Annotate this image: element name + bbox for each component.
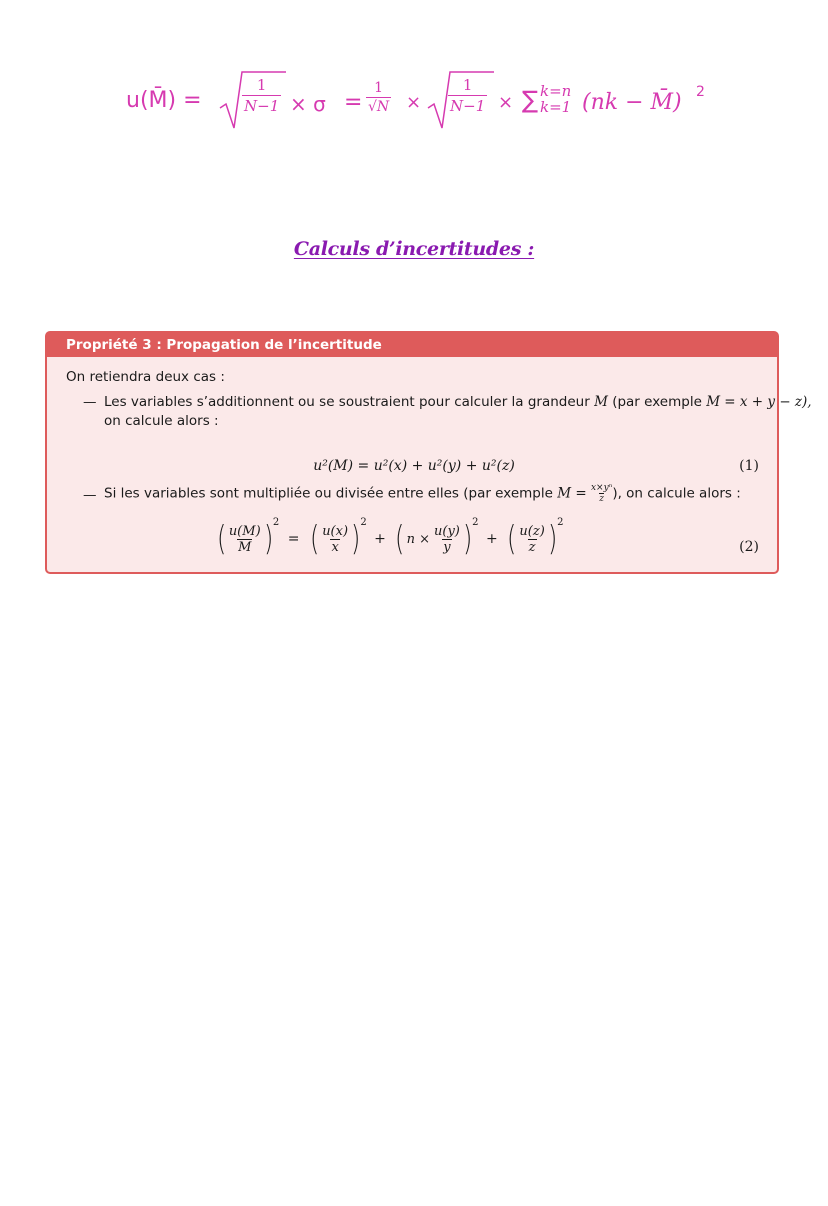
property-box (45, 331, 812, 574)
case2-line: Si les variables sont multipliée ou divisée entre elles (par exemple M = $\frac{\text{x×yⁿ}}{z}$ ), on calcule alors : (104, 483, 741, 504)
times-sign-2: × (498, 92, 514, 113)
equals-sign: = (344, 90, 363, 115)
sum-upper-bound: k=n (540, 82, 572, 100)
bullet-dash-1: — (83, 394, 97, 410)
equation-1: u²(M) = u²(x) + u²(y) + u²(z) (313, 458, 515, 474)
property-title: Propriété 3 : Propagation de l’incertitude (47, 333, 777, 357)
one-over-sqrt-n: $\frac{1}{√N}$ (368, 80, 390, 115)
sum-term: (nk − M̄) (582, 90, 682, 115)
sqrt-fraction-2: $\frac{1}{N-1}$ (450, 76, 486, 115)
sum-symbol: ∑ (522, 86, 539, 114)
sum-exponent: 2 (696, 84, 705, 100)
case1-line2: on calcule alors : (104, 413, 219, 429)
intro-text: On retiendra deux cas : (66, 369, 225, 385)
eq2-term-y: $\frac{u(y)}{y}$ (434, 523, 460, 555)
sqrt-fraction-1: $\frac{1}{N-1}$ (244, 76, 280, 115)
uncertainty-mean-formula (126, 62, 726, 142)
bullet-dash-2: — (83, 487, 97, 503)
equation-1-number: (1) (739, 458, 759, 474)
section-heading: Calculs d’incertitudes : (293, 238, 535, 260)
equation-2-number: (2) (739, 539, 759, 555)
eq2-term-z: $\frac{u(z)}{z}$ (519, 523, 545, 555)
equation-2: ( $\frac{u(M)}{M}$ )$^2$ = ( $\frac{u(x)}{x}$ )$^2$ + ( n × $\frac{u(y)}{y}$ )$^2$ + ( $\frac{u(z)}{z}$ )$^2$ (216, 517, 564, 559)
case2-example-fraction: $\frac{\text{x×yⁿ}}{z}$ (590, 483, 613, 504)
eq2-term-m: $\frac{u(M)}{M}$ (228, 523, 261, 555)
sum-lower-bound: k=1 (540, 98, 572, 116)
eq2-term-x: $\frac{u(x)}{x}$ (322, 523, 349, 555)
case1-line1: Les variables s’additionnent ou se soustraient pour calculer la grandeur M (par exemple M = x + y − z), (104, 394, 812, 410)
formula-lhs: u(M̄) = (126, 88, 202, 113)
times-sign-1: × (406, 92, 422, 113)
times-sigma: × σ (290, 92, 326, 116)
